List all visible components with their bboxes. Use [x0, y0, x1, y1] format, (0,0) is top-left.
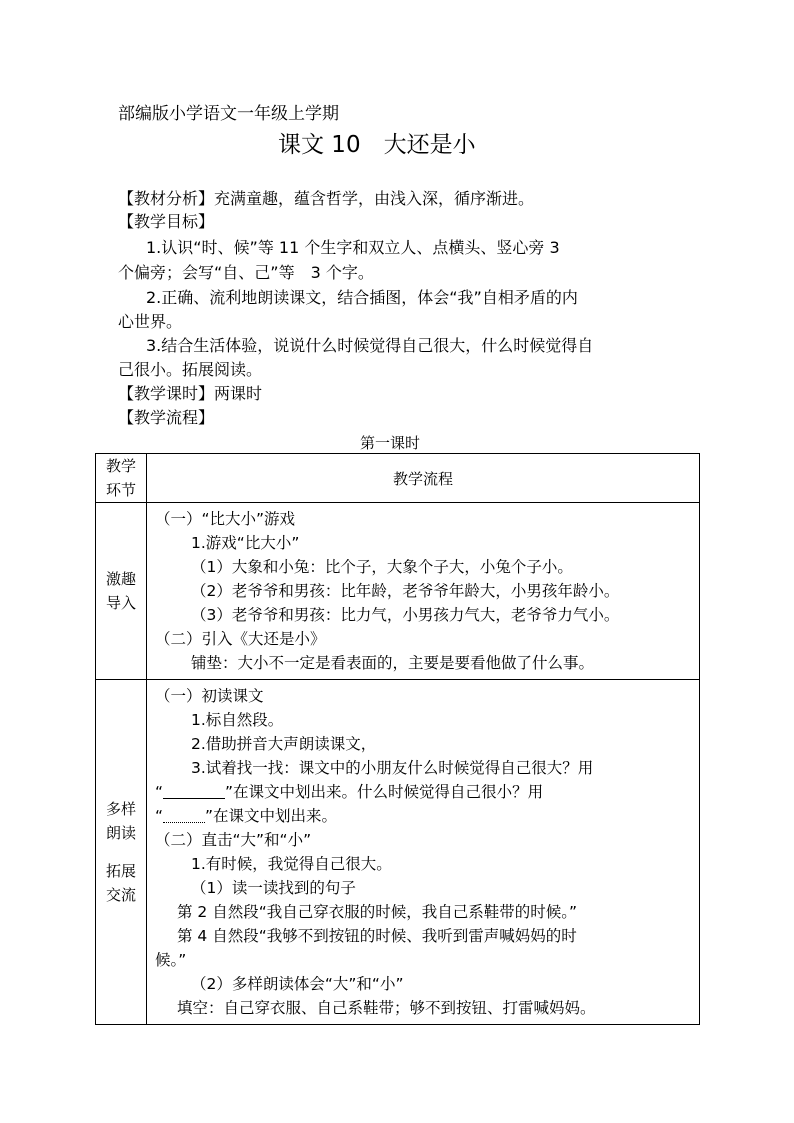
- goal-3-line-1: 3.结合生活体验，说说什么时候觉得自己很大，什么时候觉得自: [146, 336, 594, 355]
- table-row: [96, 503, 700, 680]
- stage-header-line-1: 教学: [105, 457, 136, 475]
- goal-2-line-1: 2.正确、流利地朗读课文，结合插图，体会“我”自相矛盾的内: [146, 288, 578, 307]
- flow-line: （二）直击“大”和“小”: [155, 831, 312, 849]
- stage-label-line: 朗读: [105, 824, 136, 842]
- flow-line: （一）“比大小”游戏: [155, 510, 296, 528]
- goal-2-line-2: 心世界。: [118, 312, 183, 331]
- stage-label-line: 拓展: [105, 862, 136, 880]
- flow-line: 候。”: [155, 951, 187, 969]
- flow-line: （一）初读课文: [155, 687, 264, 705]
- flow-line: （1）读一读找到的句子: [191, 879, 356, 897]
- stage-label-reading: [96, 680, 147, 1025]
- stage-label-line: 交流: [105, 886, 136, 904]
- teaching-flow-table: [95, 453, 700, 1025]
- flow-line-text: ”在课文中划出来。什么时候觉得自己很小？用: [225, 783, 544, 801]
- flow-line: （1）大象和小兔：比个子，大象个子大，小兔个子小。: [191, 558, 573, 576]
- table-row: [96, 680, 700, 1025]
- flow-cell-intro: [147, 503, 700, 680]
- goal-3-line-2: 己很小。拓展阅读。: [118, 360, 263, 379]
- flow-line: 填空：自己穿衣服、自己系鞋带；够不到按钮、打雷喊妈妈。: [177, 999, 596, 1017]
- wavy-underline-sample: [163, 808, 205, 823]
- flow-cell-reading: [147, 680, 700, 1025]
- periods-text: 【教学课时】两课时: [118, 384, 263, 403]
- flow-line: （3）老爷爷和男孩：比力气，小男孩力气大，老爷爷力气小。: [191, 606, 620, 624]
- goal-1-line-1: 1.认识“时、候”等 11 个生字和双立人、点横头、竖心旁 3: [146, 238, 560, 257]
- flow-line: 第 2 自然段“我自己穿衣服的时候，我自己系鞋带的时候。”: [177, 903, 578, 921]
- document-subtitle: 部编版小学语文一年级上学期: [118, 104, 339, 124]
- process-heading: 【教学流程】: [118, 408, 215, 427]
- flow-line: 第 4 自然段“我够不到按钮的时候、我听到雷声喊妈妈的时: [177, 927, 577, 945]
- flow-line: [155, 780, 693, 804]
- page-title: 课文 10 大还是小: [278, 132, 476, 158]
- stage-label-intro: [96, 503, 147, 680]
- stage-header-line-2: 环节: [105, 481, 136, 499]
- flow-line: 1.有时候，我觉得自己很大。: [191, 855, 392, 873]
- flow-column-header: 教学流程: [147, 454, 700, 503]
- flow-line: （二）引入《大还是小》: [155, 630, 326, 648]
- flow-line: （2）多样朗读体会“大”和“小”: [191, 975, 404, 993]
- quote-mark: “: [155, 783, 164, 801]
- goals-heading: 【教学目标】: [118, 212, 215, 231]
- flow-line: （2）老爷爷和男孩：比年龄，老爷爷年龄大，小男孩年龄小。: [191, 582, 620, 600]
- stage-label-line: 激趣: [105, 570, 136, 588]
- flow-line: 3.试着找一找：课文中的小朋友什么时候觉得自己很大？用: [191, 759, 594, 777]
- session-label: 第一课时: [360, 434, 421, 452]
- stage-label-line: 多样: [105, 800, 136, 818]
- table-header-row: [96, 454, 700, 503]
- stage-label-line: 导入: [105, 594, 136, 612]
- flow-line: 2.借助拼音大声朗读课文，: [191, 735, 377, 753]
- solid-underline-sample: [163, 784, 225, 799]
- analysis-text: 【教材分析】充满童趣，蕴含哲学，由浅入深，循序渐进。: [118, 189, 535, 208]
- goal-1-line-2: 个偏旁；会写“自、己”等 3 个字。: [118, 263, 374, 282]
- flow-line-text: ”在课文中划出来。: [205, 807, 338, 825]
- quote-mark: “: [155, 807, 164, 825]
- flow-line: 1.游戏“比大小”: [191, 534, 300, 552]
- flow-line: 1.标自然段。: [191, 711, 284, 729]
- flow-line: [155, 804, 693, 828]
- stage-column-header: [96, 454, 147, 503]
- flow-line: 铺垫：大小不一定是看表面的，主要是要看他做了什么事。: [191, 654, 595, 672]
